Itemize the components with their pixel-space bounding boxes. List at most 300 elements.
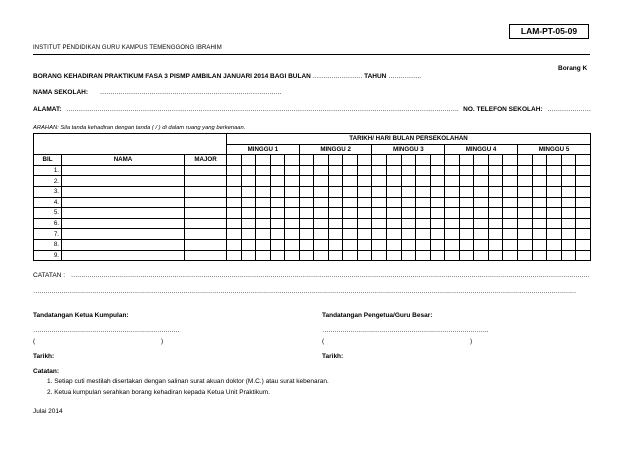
phone-fill-line[interactable]: ………………… — [547, 106, 591, 113]
date-cell[interactable] — [576, 155, 591, 166]
attendance-cell[interactable] — [227, 197, 242, 208]
attendance-cell[interactable] — [343, 165, 358, 176]
attendance-cell[interactable] — [459, 229, 474, 240]
attendance-cell[interactable] — [343, 239, 358, 250]
attendance-cell[interactable] — [474, 239, 489, 250]
month-fill-line[interactable]: …………………… — [312, 73, 363, 80]
attendance-cell[interactable] — [357, 186, 372, 197]
attendance-cell[interactable] — [474, 186, 489, 197]
attendance-cell[interactable] — [387, 208, 402, 219]
address-row — [33, 106, 591, 113]
attendance-cell[interactable] — [576, 229, 591, 240]
attendance-cell[interactable] — [227, 239, 242, 250]
major-cell[interactable] — [185, 176, 227, 187]
attendance-cell[interactable] — [488, 197, 503, 208]
attendance-cell[interactable] — [459, 176, 474, 187]
date-cell[interactable] — [357, 155, 372, 166]
right-date-label: Tarikh: — [322, 353, 344, 360]
attendance-cell[interactable] — [532, 218, 547, 229]
attendance-cell[interactable] — [372, 176, 387, 187]
attendance-cell[interactable] — [314, 229, 329, 240]
attendance-cell[interactable] — [387, 229, 402, 240]
attendance-cell[interactable] — [285, 176, 300, 187]
date-cell[interactable] — [459, 155, 474, 166]
attendance-cell[interactable] — [430, 197, 445, 208]
left-name-open-paren: ( — [33, 338, 36, 345]
attendance-cell[interactable] — [256, 229, 271, 240]
attendance-cell[interactable] — [357, 218, 372, 229]
attendance-cell[interactable] — [576, 208, 591, 219]
attendance-cell[interactable] — [532, 176, 547, 187]
attendance-cell[interactable] — [474, 208, 489, 219]
left-signature-line[interactable]: ……………………………………………………………… — [33, 327, 180, 334]
attendance-cell[interactable] — [357, 165, 372, 176]
right-signature-line[interactable]: ………………………………………………………………………. — [322, 327, 489, 334]
attendance-cell[interactable] — [488, 186, 503, 197]
attendance-cell[interactable] — [299, 165, 314, 176]
date-cell[interactable] — [241, 155, 256, 166]
attendance-cell[interactable] — [401, 197, 416, 208]
attendance-cell[interactable] — [343, 229, 358, 240]
attendance-cell[interactable] — [314, 208, 329, 219]
attendance-cell[interactable] — [299, 250, 314, 261]
attendance-cell[interactable] — [299, 208, 314, 219]
attendance-cell[interactable] — [416, 229, 431, 240]
attendance-cell[interactable] — [401, 229, 416, 240]
attendance-cell[interactable] — [488, 250, 503, 261]
attendance-cell[interactable] — [343, 197, 358, 208]
attendance-cell[interactable] — [488, 239, 503, 250]
attendance-cell[interactable] — [430, 208, 445, 219]
note-item-1: 1. Setiap cuti mestilah disertakan dengan salinan surat akuan doktor (M.C.) atau surat kebenaran. — [47, 378, 329, 385]
notes-label: Catatan: — [33, 368, 60, 375]
major-cell[interactable] — [185, 250, 227, 261]
footer-date: Julai 2014 — [33, 408, 63, 415]
table-row — [34, 229, 591, 240]
attendance-cell[interactable] — [328, 197, 343, 208]
attendance-cell[interactable] — [372, 197, 387, 208]
attendance-cell[interactable] — [416, 165, 431, 176]
attendance-cell[interactable] — [256, 186, 271, 197]
attendance-cell[interactable] — [445, 239, 460, 250]
major-cell[interactable] — [185, 239, 227, 250]
attendance-cell[interactable] — [387, 197, 402, 208]
attendance-cell[interactable] — [416, 250, 431, 261]
date-cell[interactable] — [343, 155, 358, 166]
attendance-cell[interactable] — [401, 176, 416, 187]
bil-header: BIL — [34, 155, 62, 166]
name-cell[interactable] — [62, 197, 185, 208]
date-cell[interactable] — [299, 155, 314, 166]
attendance-cell[interactable] — [328, 229, 343, 240]
attendance-cell[interactable] — [532, 250, 547, 261]
attendance-cell[interactable] — [503, 218, 518, 229]
attendance-cell[interactable] — [343, 208, 358, 219]
attendance-cell[interactable] — [459, 208, 474, 219]
attendance-cell[interactable] — [387, 186, 402, 197]
attendance-cell[interactable] — [576, 186, 591, 197]
attendance-cell[interactable] — [474, 229, 489, 240]
school-row — [33, 89, 281, 96]
attendance-cell[interactable] — [357, 176, 372, 187]
attendance-cell[interactable] — [488, 229, 503, 240]
attendance-cell[interactable] — [459, 197, 474, 208]
attendance-cell[interactable] — [517, 197, 532, 208]
attendance-cell[interactable] — [547, 197, 562, 208]
attendance-cell[interactable] — [343, 218, 358, 229]
attendance-cell[interactable] — [328, 186, 343, 197]
table-group-header-row — [34, 134, 591, 145]
attendance-cell[interactable] — [241, 197, 256, 208]
date-cell[interactable] — [430, 155, 445, 166]
major-cell[interactable] — [185, 197, 227, 208]
attendance-cell[interactable] — [241, 186, 256, 197]
attendance-cell[interactable] — [503, 165, 518, 176]
attendance-cell[interactable] — [416, 239, 431, 250]
attendance-cell[interactable] — [474, 250, 489, 261]
attendance-cell[interactable] — [576, 176, 591, 187]
attendance-cell[interactable] — [445, 176, 460, 187]
attendance-cell[interactable] — [299, 218, 314, 229]
attendance-cell[interactable] — [241, 239, 256, 250]
attendance-cell[interactable] — [387, 218, 402, 229]
date-cell[interactable] — [488, 155, 503, 166]
attendance-cell[interactable] — [532, 208, 547, 219]
attendance-cell[interactable] — [299, 239, 314, 250]
attendance-cell[interactable] — [314, 165, 329, 176]
attendance-cell[interactable] — [561, 165, 576, 176]
attendance-cell[interactable] — [357, 250, 372, 261]
address-fill-line[interactable]: ………………………………………………………………………………………………………………………………………………………………………. — [66, 106, 459, 113]
attendance-cell[interactable] — [357, 208, 372, 219]
attendance-cell[interactable] — [372, 186, 387, 197]
attendance-cell[interactable] — [256, 165, 271, 176]
attendance-cell[interactable] — [299, 229, 314, 240]
attendance-cell[interactable] — [430, 229, 445, 240]
attendance-cell[interactable] — [445, 229, 460, 240]
date-cell[interactable] — [517, 155, 532, 166]
attendance-cell[interactable] — [314, 218, 329, 229]
attendance-cell[interactable] — [576, 250, 591, 261]
form-code-box: LAM-PT-05-09 — [509, 24, 589, 39]
attendance-cell[interactable] — [314, 239, 329, 250]
attendance-cell[interactable] — [328, 165, 343, 176]
attendance-cell[interactable] — [343, 186, 358, 197]
attendance-cell[interactable] — [387, 176, 402, 187]
attendance-cell[interactable] — [488, 208, 503, 219]
attendance-cell[interactable] — [547, 229, 562, 240]
attendance-cell[interactable] — [256, 218, 271, 229]
attendance-cell[interactable] — [517, 250, 532, 261]
date-cell[interactable] — [547, 155, 562, 166]
major-cell[interactable] — [185, 186, 227, 197]
attendance-cell[interactable] — [561, 197, 576, 208]
attendance-cell[interactable] — [474, 218, 489, 229]
date-cell[interactable] — [314, 155, 329, 166]
attendance-cell[interactable] — [430, 250, 445, 261]
attendance-cell[interactable] — [416, 176, 431, 187]
attendance-cell[interactable] — [503, 186, 518, 197]
name-cell[interactable] — [62, 186, 185, 197]
attendance-cell[interactable] — [459, 218, 474, 229]
attendance-cell[interactable] — [285, 250, 300, 261]
form-title — [33, 73, 421, 80]
attendance-cell[interactable] — [270, 208, 285, 219]
attendance-cell[interactable] — [314, 186, 329, 197]
year-fill-line[interactable]: ……………. — [388, 73, 421, 80]
attendance-cell[interactable] — [285, 197, 300, 208]
attendance-cell[interactable] — [285, 239, 300, 250]
attendance-cell[interactable] — [328, 250, 343, 261]
attendance-cell[interactable] — [503, 176, 518, 187]
attendance-cell[interactable] — [561, 229, 576, 240]
attendance-cell[interactable] — [517, 186, 532, 197]
attendance-cell[interactable] — [227, 218, 242, 229]
attendance-cell[interactable] — [270, 176, 285, 187]
attendance-cell[interactable] — [445, 197, 460, 208]
attendance-cell[interactable] — [227, 208, 242, 219]
date-cell[interactable] — [227, 155, 242, 166]
attendance-cell[interactable] — [561, 218, 576, 229]
attendance-cell[interactable] — [372, 229, 387, 240]
attendance-cell[interactable] — [547, 218, 562, 229]
attendance-cell[interactable] — [256, 250, 271, 261]
attendance-cell[interactable] — [532, 165, 547, 176]
attendance-cell[interactable] — [270, 229, 285, 240]
attendance-cell[interactable] — [401, 165, 416, 176]
attendance-cell[interactable] — [328, 218, 343, 229]
attendance-cell[interactable] — [547, 165, 562, 176]
attendance-cell[interactable] — [372, 239, 387, 250]
attendance-cell[interactable] — [430, 239, 445, 250]
attendance-cell[interactable] — [547, 250, 562, 261]
name-cell[interactable] — [62, 208, 185, 219]
attendance-cell[interactable] — [547, 239, 562, 250]
attendance-cell[interactable] — [517, 176, 532, 187]
attendance-cell[interactable] — [401, 239, 416, 250]
attendance-cell[interactable] — [285, 186, 300, 197]
name-cell[interactable] — [62, 165, 185, 176]
attendance-cell[interactable] — [401, 208, 416, 219]
attendance-cell[interactable] — [387, 239, 402, 250]
attendance-cell[interactable] — [416, 208, 431, 219]
attendance-cell[interactable] — [474, 176, 489, 187]
attendance-cell[interactable] — [416, 218, 431, 229]
attendance-cell[interactable] — [328, 208, 343, 219]
attendance-cell[interactable] — [517, 218, 532, 229]
attendance-cell[interactable] — [576, 165, 591, 176]
attendance-cell[interactable] — [387, 250, 402, 261]
attendance-cell[interactable] — [532, 239, 547, 250]
table-row — [34, 218, 591, 229]
attendance-cell[interactable] — [372, 208, 387, 219]
attendance-cell[interactable] — [314, 250, 329, 261]
attendance-cell[interactable] — [285, 208, 300, 219]
date-cell[interactable] — [285, 155, 300, 166]
attendance-cell[interactable] — [256, 197, 271, 208]
attendance-cell[interactable] — [576, 239, 591, 250]
attendance-cell[interactable] — [430, 186, 445, 197]
attendance-cell[interactable] — [372, 218, 387, 229]
attendance-cell[interactable] — [430, 176, 445, 187]
attendance-cell[interactable] — [459, 239, 474, 250]
attendance-cell[interactable] — [328, 176, 343, 187]
name-cell[interactable] — [62, 176, 185, 187]
attendance-cell[interactable] — [445, 186, 460, 197]
attendance-cell[interactable] — [488, 218, 503, 229]
attendance-cell[interactable] — [270, 250, 285, 261]
attendance-cell[interactable] — [416, 186, 431, 197]
attendance-cell[interactable] — [547, 176, 562, 187]
attendance-cell[interactable] — [547, 208, 562, 219]
attendance-cell[interactable] — [576, 197, 591, 208]
name-cell[interactable] — [62, 250, 185, 261]
attendance-cell[interactable] — [503, 250, 518, 261]
attendance-cell[interactable] — [387, 165, 402, 176]
name-cell[interactable] — [62, 239, 185, 250]
catatan-line-1[interactable]: ………………………………………………………………………………………………………………………………………………………………………………………………………………………………… — [70, 272, 590, 279]
attendance-cell[interactable] — [430, 218, 445, 229]
attendance-cell[interactable] — [445, 165, 460, 176]
attendance-cell[interactable] — [328, 239, 343, 250]
right-name-open-paren: ( — [322, 338, 325, 345]
attendance-cell[interactable] — [561, 186, 576, 197]
attendance-cell[interactable] — [503, 208, 518, 219]
date-cell[interactable] — [561, 155, 576, 166]
attendance-cell[interactable] — [576, 218, 591, 229]
attendance-cell[interactable] — [416, 197, 431, 208]
attendance-cell[interactable] — [532, 197, 547, 208]
attendance-cell[interactable] — [532, 229, 547, 240]
attendance-cell[interactable] — [561, 176, 576, 187]
attendance-cell[interactable] — [517, 239, 532, 250]
attendance-cell[interactable] — [503, 239, 518, 250]
major-cell[interactable] — [185, 229, 227, 240]
date-cell[interactable] — [503, 155, 518, 166]
attendance-cell[interactable] — [299, 176, 314, 187]
attendance-cell[interactable] — [285, 229, 300, 240]
attendance-cell[interactable] — [474, 165, 489, 176]
week-header-4: MINGGU 4 — [445, 144, 518, 155]
attendance-cell[interactable] — [241, 229, 256, 240]
school-fill-line[interactable]: ……………………………………………………………………………. — [99, 89, 282, 96]
date-cell[interactable] — [532, 155, 547, 166]
attendance-cell[interactable] — [547, 186, 562, 197]
major-cell[interactable] — [185, 208, 227, 219]
attendance-cell[interactable] — [488, 165, 503, 176]
date-group-header: TARIKH/ HARI BULAN PERSEKOLAHAN — [227, 134, 591, 145]
attendance-cell[interactable] — [474, 197, 489, 208]
attendance-cell[interactable] — [343, 250, 358, 261]
attendance-cell[interactable] — [445, 208, 460, 219]
major-cell[interactable] — [185, 165, 227, 176]
attendance-cell[interactable] — [357, 239, 372, 250]
attendance-cell[interactable] — [227, 229, 242, 240]
attendance-cell[interactable] — [459, 250, 474, 261]
attendance-cell[interactable] — [357, 197, 372, 208]
attendance-cell[interactable] — [256, 176, 271, 187]
row-number: 3. — [34, 186, 62, 197]
attendance-cell[interactable] — [503, 197, 518, 208]
attendance-cell[interactable] — [270, 186, 285, 197]
attendance-cell[interactable] — [343, 176, 358, 187]
catatan-line-2[interactable]: …………………………………………………………………………………………………………………………………………………………………………………………………………………………………………… — [33, 288, 576, 295]
attendance-cell[interactable] — [227, 186, 242, 197]
table-row — [34, 165, 591, 176]
attendance-cell[interactable] — [227, 250, 242, 261]
attendance-cell[interactable] — [227, 176, 242, 187]
name-cell[interactable] — [62, 229, 185, 240]
attendance-cell[interactable] — [299, 197, 314, 208]
attendance-cell[interactable] — [517, 165, 532, 176]
attendance-cell[interactable] — [270, 239, 285, 250]
date-cell[interactable] — [372, 155, 387, 166]
attendance-cell[interactable] — [503, 229, 518, 240]
attendance-cell[interactable] — [256, 208, 271, 219]
name-cell[interactable] — [62, 218, 185, 229]
attendance-cell[interactable] — [430, 165, 445, 176]
attendance-cell[interactable] — [401, 218, 416, 229]
date-cell[interactable] — [401, 155, 416, 166]
attendance-cell[interactable] — [241, 208, 256, 219]
attendance-cell[interactable] — [285, 165, 300, 176]
attendance-cell[interactable] — [561, 250, 576, 261]
attendance-cell[interactable] — [401, 250, 416, 261]
attendance-cell[interactable] — [314, 176, 329, 187]
attendance-cell[interactable] — [459, 165, 474, 176]
attendance-cell[interactable] — [299, 186, 314, 197]
attendance-cell[interactable] — [357, 229, 372, 240]
date-cell[interactable] — [256, 155, 271, 166]
attendance-cell[interactable] — [241, 218, 256, 229]
attendance-cell[interactable] — [256, 239, 271, 250]
attendance-cell[interactable] — [270, 218, 285, 229]
attendance-cell[interactable] — [227, 165, 242, 176]
attendance-cell[interactable] — [561, 208, 576, 219]
date-cell[interactable] — [328, 155, 343, 166]
row-number: 1. — [34, 165, 62, 176]
date-cell[interactable] — [270, 155, 285, 166]
attendance-cell[interactable] — [285, 218, 300, 229]
attendance-cell[interactable] — [459, 186, 474, 197]
attendance-cell[interactable] — [445, 250, 460, 261]
attendance-cell[interactable] — [561, 239, 576, 250]
header-divider — [33, 54, 590, 55]
date-cell[interactable] — [387, 155, 402, 166]
date-cell[interactable] — [445, 155, 460, 166]
attendance-cell[interactable] — [241, 176, 256, 187]
attendance-cell[interactable] — [488, 176, 503, 187]
attendance-cell[interactable] — [314, 197, 329, 208]
attendance-cell[interactable] — [372, 250, 387, 261]
attendance-cell[interactable] — [532, 186, 547, 197]
attendance-cell[interactable] — [241, 250, 256, 261]
form-id: Borang K — [558, 65, 588, 72]
attendance-cell[interactable] — [517, 229, 532, 240]
table-row — [34, 239, 591, 250]
date-cell[interactable] — [474, 155, 489, 166]
attendance-cell[interactable] — [401, 186, 416, 197]
attendance-cell[interactable] — [270, 165, 285, 176]
major-cell[interactable] — [185, 218, 227, 229]
attendance-cell[interactable] — [270, 197, 285, 208]
right-signature-label: Tandatangan Pengetua/Guru Besar: — [322, 312, 433, 319]
date-cell[interactable] — [416, 155, 431, 166]
attendance-cell[interactable] — [517, 208, 532, 219]
attendance-cell[interactable] — [445, 218, 460, 229]
attendance-cell[interactable] — [241, 165, 256, 176]
attendance-cell[interactable] — [372, 165, 387, 176]
